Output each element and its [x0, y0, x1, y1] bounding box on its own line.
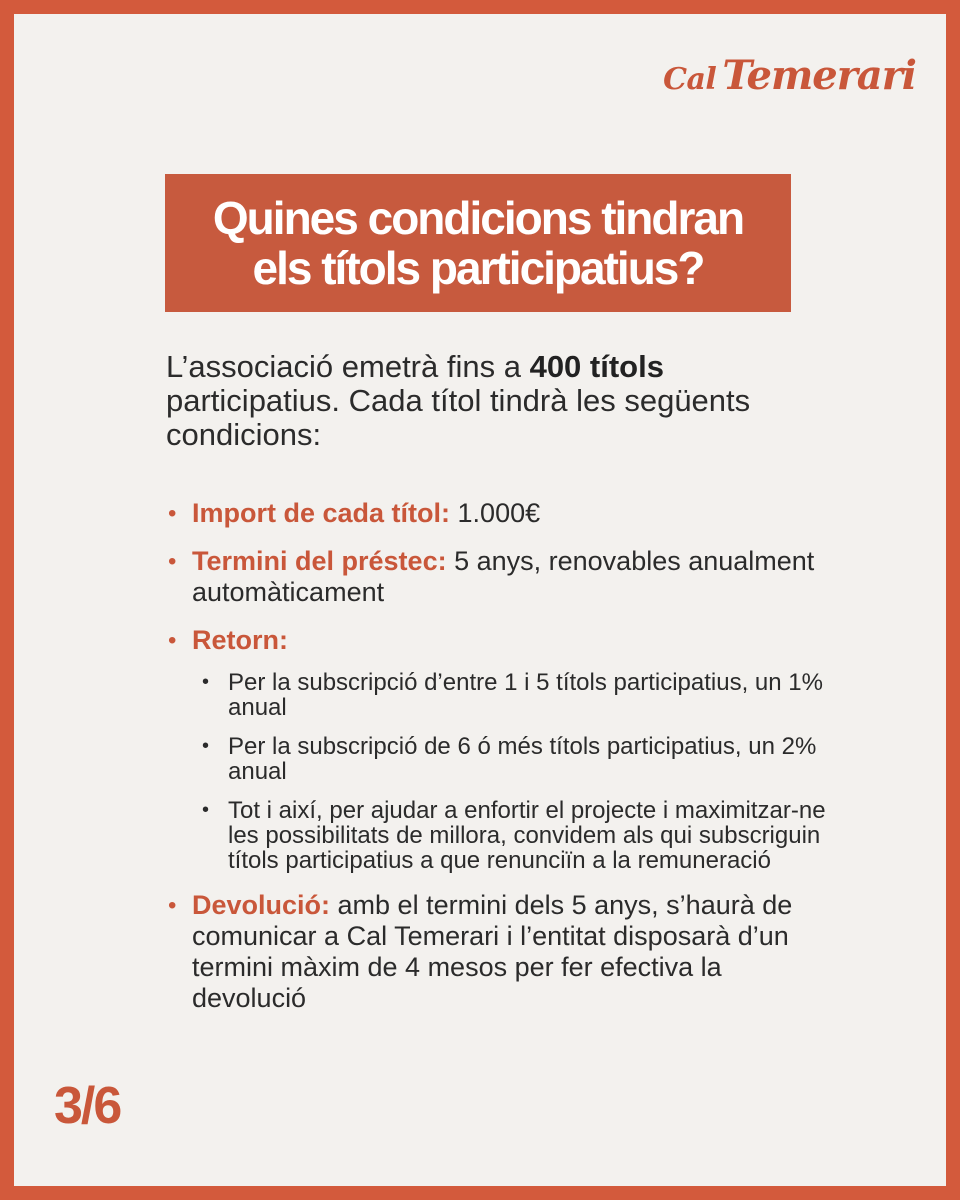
- condition-termini: [166, 546, 826, 608]
- intro-before: L’associació emetrà fins a: [166, 349, 530, 384]
- condition-label: Import de cada títol:: [192, 498, 451, 528]
- condition-devolucio: [166, 890, 826, 1014]
- intro-bold: 400 títols: [529, 349, 664, 384]
- brand-word-1: Cal: [663, 62, 717, 97]
- page-title: [198, 193, 758, 293]
- title-banner: [165, 174, 791, 312]
- brand-logo: [663, 52, 916, 99]
- condition-import: [166, 498, 826, 529]
- retorn-sublist: [192, 670, 826, 873]
- condition-text: 5 anys, renovables anualment automàticament: [192, 546, 815, 607]
- condition-label: Retorn:: [192, 625, 288, 655]
- page-number: 3/6: [54, 1077, 121, 1135]
- brand-word-2: Temerari: [722, 52, 916, 99]
- intro-after: participatius. Cada títol tindrà les següents condicions:: [166, 383, 751, 452]
- slide-card: [14, 14, 946, 1186]
- condition-text: amb el termini dels 5 anys, s’haurà de comunicar a Cal Temerari i l’entitat disposarà d’un termini màxim de 4 mesos per fer efectiva la devolució: [192, 890, 793, 1013]
- condition-text: 1.000€: [450, 498, 541, 528]
- retorn-item: • Per la subscripció d’entre 1 i 5 títols participatius, un 1% anual: [192, 670, 826, 720]
- condition-label: Termini del préstec:: [192, 546, 447, 576]
- title-line-1: Quines condicions tindran: [212, 192, 744, 244]
- conditions-list: [166, 498, 826, 1031]
- retorn-item: • Tot i així, per ajudar a enfortir el projecte i maximitzar-ne les possibilitats de millora, convidem als qui subscriguin títols participatius a que renunciïn a la remuneració: [192, 798, 826, 873]
- condition-retorn: [166, 625, 826, 873]
- retorn-item: • Per la subscripció de 6 ó més títols participatius, un 2% anual: [192, 734, 826, 784]
- title-line-2: els títols participatius?: [252, 242, 704, 294]
- intro-paragraph: [166, 350, 806, 452]
- condition-label: Devolució:: [192, 890, 331, 920]
